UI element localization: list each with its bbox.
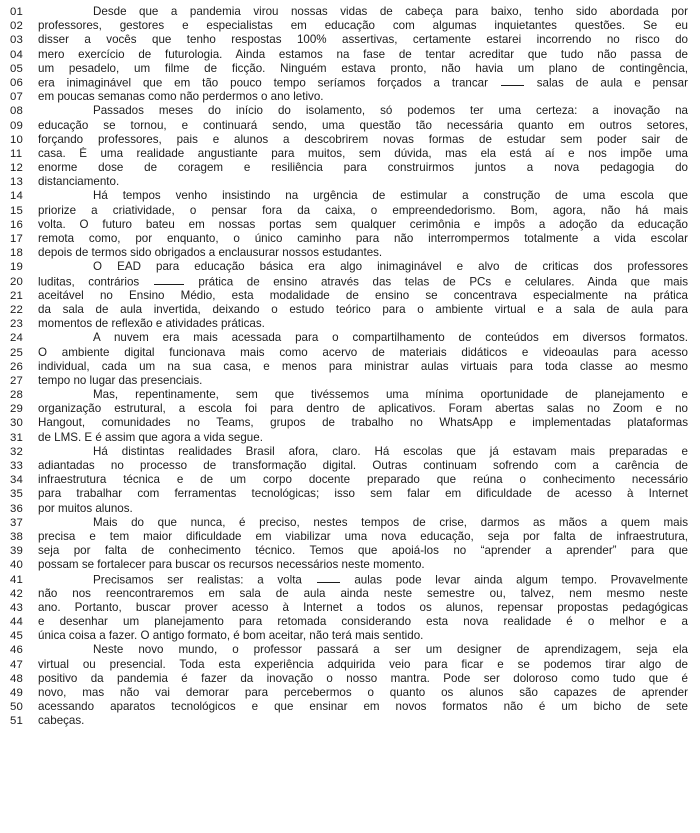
text-line (0, 246, 700, 260)
text-line (0, 19, 700, 33)
text-line (0, 558, 700, 572)
text-line (0, 232, 700, 246)
line-number: 11 (10, 147, 23, 160)
line-number: 32 (10, 445, 24, 458)
text-line (0, 218, 700, 232)
text-line (0, 459, 700, 473)
line-number: 04 (10, 48, 24, 61)
line-number: 24 (10, 332, 24, 345)
line-text (38, 487, 688, 501)
text-line (0, 346, 700, 360)
line-number: 02 (10, 20, 24, 33)
line-number: 28 (10, 389, 24, 402)
text-line (0, 90, 700, 104)
text-line (0, 360, 700, 374)
text-line (0, 119, 700, 133)
line-number: 19 (10, 261, 24, 274)
text-line (0, 416, 700, 430)
line-number: 26 (10, 360, 24, 373)
text-line (0, 189, 700, 203)
line-text (38, 459, 688, 473)
text-line (0, 147, 700, 161)
line-text-content: adiantadas no processo de transformação digital. Outras continuam sofrendo com a carência de (38, 459, 688, 472)
text-line (0, 5, 700, 19)
line-text (38, 360, 688, 374)
line-text (38, 48, 688, 62)
line-text (38, 189, 688, 203)
line-text-content: Mas, repentinamente, sem que tivéssemos uma mínima oportunidade de planejamento e (93, 388, 688, 402)
text-line (0, 133, 700, 147)
line-number: 08 (10, 105, 24, 118)
line-number: 17 (10, 233, 24, 245)
text-line (0, 573, 700, 587)
line-text-content: por muitos alunos. (38, 501, 133, 515)
line-text-content: casa. É uma realidade angustiante para muitos, sem dúvida, mas ela está aí e nos impõe uma (38, 146, 688, 160)
line-number: 14 (10, 190, 24, 203)
line-text (38, 388, 688, 402)
text-line (0, 487, 700, 501)
line-number: 44 (10, 616, 24, 629)
text-line (0, 658, 700, 672)
line-text-content: depois de termos sido obrigados a enclausurar nossos estudantes. (38, 246, 383, 260)
line-number: 37 (10, 516, 24, 529)
line-number: 12 (10, 162, 24, 175)
text-line (0, 161, 700, 175)
line-text-content: O ambiente digital funcionava mais como acervo de materiais didáticos e videoaulas para acesso (38, 345, 688, 359)
text-line (0, 516, 700, 530)
line-text (38, 544, 688, 558)
line-text-content: infraestrutura técnica e de um corpo docente preparado que reúna o conhecimento necessário (38, 473, 688, 487)
line-text-content: priorize a criatividade, o pensar fora da caixa, o empreendedorismo. Bom, agora, não há mais (38, 203, 688, 217)
text-line (0, 473, 700, 487)
fill-in-blank (154, 275, 184, 286)
line-text (38, 445, 688, 459)
line-text (38, 686, 688, 700)
line-number: 51 (10, 715, 24, 728)
line-text-content: volta. O futuro bateu em nossas portas sem qualquer cerimônia e impôs a adoção da educação (38, 217, 688, 231)
line-number: 39 (10, 545, 24, 558)
line-text (38, 374, 688, 388)
text-line (0, 502, 700, 516)
line-text-content: Passados meses do início do isolamento, só podemos ter uma certeza: a inovação na (93, 104, 688, 118)
line-number: 05 (10, 62, 24, 75)
line-text-content: Há tempos venho insistindo na urgência de estimular a construção de uma escola que (93, 189, 688, 203)
line-text (38, 516, 688, 530)
line-text-content: novo, mas não vai demorar para percebermos o quanto os alunos são capazes de aprender (38, 686, 688, 699)
line-text-after-blank: salas de aula e pensar (536, 76, 688, 90)
text-line (0, 587, 700, 601)
line-text-content: em poucas semanas como não perdermos o ano letivo. (38, 90, 324, 104)
line-text-content: um pesadelo, um filme de ficção. Ninguém estava pronto, não havia um plano de contingência, (38, 61, 688, 75)
line-text (38, 19, 688, 33)
line-text-content: momentos de reflexão e atividades práticas. (38, 317, 265, 331)
line-text (38, 289, 688, 303)
line-text-content: tempo no lugar das presenciais. (38, 373, 203, 387)
line-text (38, 104, 688, 118)
line-text-content: não nos reencontraremos em sala de aula ainda neste semestre ou, talvez, nem mesmo neste (38, 586, 688, 600)
line-text-after-blank: prática de ensino através das telas de PCs e celulares. Ainda que mais (198, 275, 688, 289)
line-text-content: possam se fortalecer para buscar os recursos necessários neste momento. (38, 558, 425, 572)
text-line (0, 303, 700, 317)
line-text (38, 303, 688, 317)
line-text-content: professores, gestores e especialistas em educação com algumas inquietantes questões. Se eu (38, 19, 688, 33)
line-number: 33 (10, 460, 24, 472)
line-text-content: Mais do que nunca, é preciso, nestes tempos de crise, darmos as mãos a quem mais (93, 515, 688, 529)
line-number: 48 (10, 672, 24, 685)
line-text (38, 260, 688, 274)
line-text (38, 275, 688, 290)
line-text (38, 76, 688, 91)
text-line (0, 686, 700, 700)
line-number: 50 (10, 701, 24, 714)
line-text-before-blank: era inimaginável que em tão pouco tempo seríamos forçados a trancar (38, 76, 488, 90)
line-number: 25 (10, 346, 24, 359)
line-number: 27 (10, 374, 24, 387)
line-number: 34 (10, 474, 24, 487)
line-text (38, 161, 688, 175)
line-number: 07 (10, 91, 24, 104)
text-line (0, 601, 700, 615)
line-text-content: precisa e tem maior dificuldade em viabilizar uma nova educação, seja por falta de infraestrutura, (38, 529, 688, 543)
line-text (38, 246, 688, 260)
line-number: 01 (10, 6, 24, 18)
line-number: 36 (10, 502, 24, 515)
line-text (38, 416, 688, 430)
line-text (38, 714, 688, 728)
line-number: 23 (10, 318, 24, 331)
line-text-content: acessando aparatos tecnológicos e que ensinar em novos formatos não é um bicho de sete (38, 700, 688, 714)
line-text (38, 232, 688, 246)
line-number: 06 (10, 76, 24, 89)
line-text-content: ano. Portanto, buscar prover acesso à Internet a todos os alunos, repensar propostas pedagógicas (38, 600, 688, 614)
line-text (38, 133, 688, 147)
text-line (0, 289, 700, 303)
line-text-content: aceitável no Ensino Médio, esta modalidade de ensino se concentrava especialmente na prática (38, 288, 688, 302)
line-text-before-blank: luditas, contrários (38, 275, 140, 289)
line-text (38, 317, 688, 331)
line-text (38, 601, 688, 615)
line-text-content: educação se tornou, e continuará sendo, uma questão tão necessária quanto em outros setores, (38, 118, 688, 132)
text-line (0, 672, 700, 686)
line-text (38, 119, 688, 133)
line-text (38, 629, 688, 643)
line-number: 29 (10, 403, 24, 416)
text-line (0, 431, 700, 445)
line-text-content: organização estrutural, a escola foi para dentro de aplicativos. Foram abertas salas no Zoom e no (38, 402, 688, 416)
line-number: 09 (10, 119, 24, 132)
line-number: 31 (10, 431, 24, 444)
line-text-content: distanciamento. (38, 175, 120, 189)
line-text (38, 346, 688, 360)
line-text (38, 331, 688, 345)
line-number: 22 (10, 303, 24, 316)
line-number: 47 (10, 658, 24, 671)
text-line (0, 204, 700, 218)
line-text-content: cabeças. (38, 714, 85, 728)
line-text-content: mero exercício de futurologia. Ainda estamos na fase de tentar acreditar que tudo não passa de (38, 47, 688, 61)
text-line (0, 175, 700, 189)
line-text-after-blank: aulas pode levar ainda algum tempo. Provavelmente (354, 573, 688, 586)
line-text-content: Neste novo mundo, o professor passará a ser um designer de aprendizagem, seja ela (93, 643, 688, 657)
line-number: 20 (10, 275, 24, 288)
text-line (0, 260, 700, 274)
line-text (38, 204, 688, 218)
line-number: 30 (10, 417, 24, 430)
line-text (38, 502, 688, 516)
line-text (38, 62, 688, 76)
text-line (0, 530, 700, 544)
line-text (38, 5, 688, 19)
line-number: 13 (10, 176, 24, 189)
line-text (38, 700, 688, 714)
line-text (38, 147, 688, 161)
line-number: 16 (10, 218, 24, 231)
line-text (38, 587, 688, 601)
text-line (0, 445, 700, 459)
line-text (38, 473, 688, 487)
line-text-content: virtual ou presencial. Toda esta experiência adquirida veio para ficar e se podemos tirar algo de (38, 657, 688, 671)
text-line (0, 544, 700, 558)
line-text-content: e desenhar um planejamento para retomada considerando esta nova realidade é o melhor e a (38, 615, 688, 629)
line-text-content: individual, cada um na sua casa, e menos para ministrar aulas virtuais para toda classe ao mesmo (38, 359, 688, 373)
line-text-content: A nuvem era mais acessada para o compartilhamento de conteúdos em diversos formatos. (93, 331, 688, 345)
line-text-before-blank: Precisamos ser realistas: a volta (93, 573, 302, 586)
line-number: 15 (10, 204, 24, 217)
line-number: 35 (10, 488, 24, 501)
line-number: 46 (10, 644, 24, 657)
line-text (38, 573, 688, 588)
line-text (38, 643, 688, 657)
text-line (0, 62, 700, 76)
line-text (38, 558, 688, 572)
line-text-content: disser a vocês que tenho respostas 100% assertivas, certamente estarei incorrendo no risco do (38, 33, 688, 47)
text-line (0, 104, 700, 118)
text-line (0, 331, 700, 345)
line-number: 10 (10, 133, 24, 146)
line-text (38, 33, 688, 47)
line-number: 18 (10, 247, 24, 260)
text-line (0, 615, 700, 629)
line-number: 03 (10, 34, 24, 47)
line-text-content: positivo da pandemia é fazer da inovação o nosso mantra. Pode ser doloroso como tudo que é (38, 671, 688, 685)
text-line (0, 374, 700, 388)
line-text-content: enorme dose de coragem e resiliência para construirmos juntos a nova pedagogia do (38, 161, 688, 175)
text-line (0, 48, 700, 62)
line-text (38, 175, 688, 189)
line-number: 38 (10, 530, 24, 543)
line-text-content: para trabalhar com ferramentas tecnológicas; isso sem falar em dificuldade de acesso à Internet (38, 487, 688, 501)
line-number: 49 (10, 687, 24, 699)
line-text-content: seja por falta de conhecimento técnico. Temos que apoiá-los no “aprender a aprender” para que (38, 544, 688, 558)
line-text-content: Há distintas realidades Brasil afora, claro. Há escolas que já estavam mais preparadas e (93, 444, 688, 458)
text-line (0, 33, 700, 47)
line-text (38, 402, 688, 416)
line-text (38, 90, 688, 104)
line-number: 43 (10, 601, 24, 614)
line-text-content: de LMS. E é assim que agora a vida segue. (38, 430, 263, 444)
text-line (0, 700, 700, 714)
line-text-content: única coisa a fazer. O antigo formato, é bom aceitar, não terá mais sentido. (38, 629, 424, 643)
line-text (38, 530, 688, 544)
line-text-content: Hangout, comunidades no Teams, grupos de trabalho no WhatsApp e implementadas plataformas (38, 416, 688, 430)
line-number: 21 (10, 289, 24, 302)
text-line (0, 388, 700, 402)
fill-in-blank (501, 76, 524, 87)
line-text-content: O EAD para educação básica era algo inimaginável e alvo de criticas dos professores (93, 260, 688, 274)
line-text (38, 658, 688, 672)
text-line (0, 317, 700, 331)
line-number: 41 (10, 573, 24, 586)
fill-in-blank (317, 573, 340, 584)
line-text-content: Desde que a pandemia virou nossas vidas de cabeça para baixo, tenho sido abordada por (93, 5, 688, 18)
text-line (0, 275, 700, 289)
text-line (0, 714, 700, 728)
line-text-content: remota como, por enquanto, o único caminho para não interrompermos totalmente a vida escolar (38, 232, 688, 245)
line-text-content: da sala de aula invertida, deixando o estudo teórico para o ambiente virtual e a sala de aula para (38, 302, 688, 316)
text-line (0, 402, 700, 416)
text-line (0, 643, 700, 657)
text-line (0, 76, 700, 90)
line-text (38, 431, 688, 445)
line-text-content: forçando professores, pais e alunos a descobrirem novas formas de estudar sem poder sair de (38, 132, 688, 146)
text-line (0, 629, 700, 643)
line-number: 42 (10, 587, 24, 600)
line-text (38, 615, 688, 629)
line-text (38, 672, 688, 686)
line-number: 45 (10, 630, 24, 643)
line-number: 40 (10, 559, 24, 572)
line-text (38, 218, 688, 232)
